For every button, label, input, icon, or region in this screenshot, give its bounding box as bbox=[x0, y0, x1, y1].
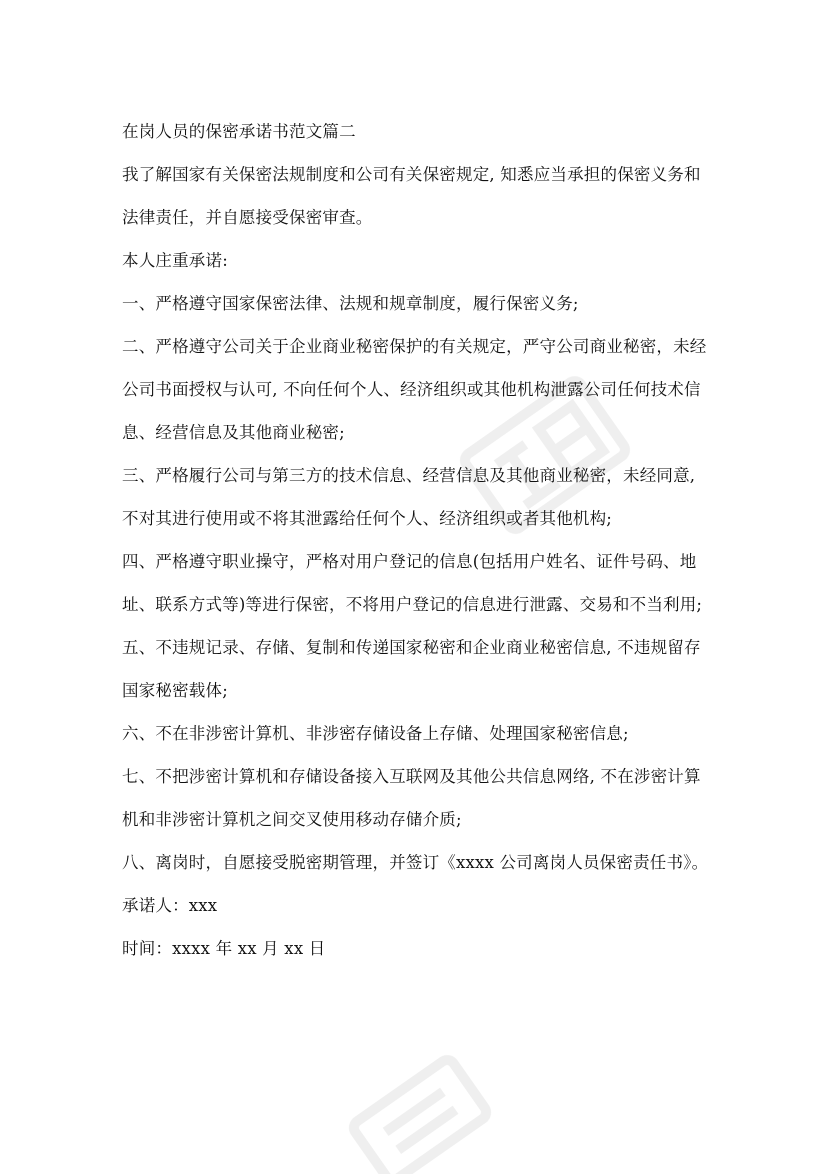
pledge-item-7-cont: 机和非涉密计算机之间交叉使用移动存储介质; bbox=[122, 810, 462, 829]
pledge-item-4: 四、严格遵守职业操守，严格对用户登记的信息(包括用户姓名、证件号码、地 bbox=[122, 552, 697, 571]
document-body bbox=[122, 110, 722, 970]
pledge-item-1: 一、严格遵守国家保密法律、法规和规章制度，履行保密义务; bbox=[122, 294, 579, 313]
pledge-item-2-cont: 息、经营信息及其他商业秘密; bbox=[122, 423, 345, 442]
pledge-item-4-cont: 址、联系方式等)等进行保密，不将用户登记的信息进行泄露、交易和不当利用; bbox=[122, 595, 703, 614]
pledge-item-3: 三、严格履行公司与第三方的技术信息、经营信息及其他商业秘密，未经同意, bbox=[122, 466, 696, 485]
pledge-item-6: 六、不在非涉密计算机、非涉密存储设备上存储、处理国家秘密信息; bbox=[122, 724, 629, 743]
signer-line: 承诺人：xxx bbox=[122, 896, 218, 915]
pledge-item-2-cont: 公司书面授权与认可, 不向任何个人、经济组织或其他机构泄露公司任何技术信 bbox=[122, 380, 701, 399]
intro-line: 法律责任，并自愿接受保密审查。 bbox=[122, 208, 373, 227]
pledge-item-8: 八、离岗时，自愿接受脱密期管理，并签订《xxxx 公司离岗人员保密责任书》。 bbox=[122, 853, 709, 872]
pledge-item-2: 二、严格遵守公司关于企业商业秘密保护的有关规定，严守公司商业秘密，未经 bbox=[122, 337, 707, 356]
pledge-item-3-cont: 不对其进行使用或不将其泄露给任何个人、经济组织或者其他机构; bbox=[122, 509, 613, 528]
pledge-item-7: 七、不把涉密计算机和存储设备接入互联网及其他公共信息网络, 不在涉密计算 bbox=[122, 767, 701, 786]
pledge-item-5: 五、不违规记录、存储、复制和传递国家秘密和企业商业秘密信息, 不违规留存 bbox=[122, 638, 701, 657]
intro-line: 我了解国家有关保密法规制度和公司有关保密规定, 知悉应当承担的保密义务和 bbox=[122, 165, 701, 184]
pledge-heading: 本人庄重承诺: bbox=[122, 251, 228, 270]
date-line: 时间：xxxx 年 xx 月 xx 日 bbox=[122, 939, 326, 958]
pledge-item-5-cont: 国家秘密载体; bbox=[122, 681, 228, 700]
document-title: 在岗人员的保密承诺书范文篇二 bbox=[122, 122, 356, 141]
